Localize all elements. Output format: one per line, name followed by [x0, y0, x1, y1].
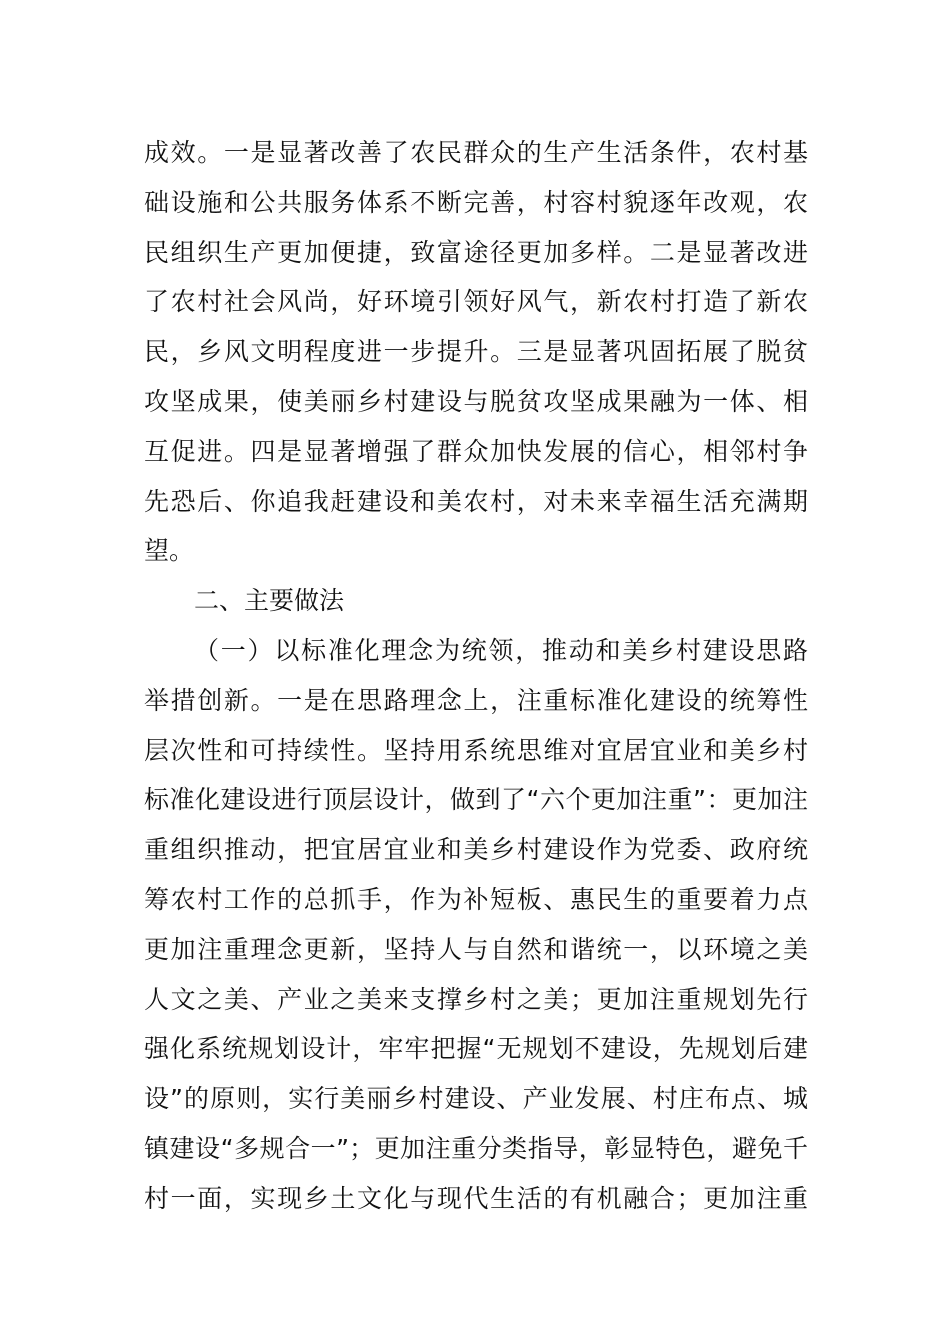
text-line: 了农村社会风尚，好环境引领好风气，新农村打造了新农	[144, 287, 808, 317]
text-line: 重组织推动，把宜居宜业和美乡村建设作为党委、政府统	[144, 835, 808, 865]
text-line: 互促进。四是显著增强了群众加快发展的信心，相邻村争	[144, 436, 808, 466]
text-line: 筹农村工作的总抓手，作为补短板、惠民生的重要着力点	[144, 884, 808, 914]
text-line: 攻坚成果，使美丽乡村建设与脱贫攻坚成果融为一体、相	[144, 386, 808, 416]
text-line: 更加注重理念更新，坚持人与自然和谐统一，以环境之美	[144, 934, 808, 964]
text-line: 层次性和可持续性。坚持用系统思维对宜居宜业和美乡村	[144, 735, 808, 765]
document-body	[144, 128, 808, 1224]
text-line: 村一面，实现乡土文化与现代生活的有机融合；更加注重	[144, 1183, 808, 1213]
text-line: 民组织生产更加便捷，致富途径更加多样。二是显著改进	[144, 237, 808, 267]
text-line: 民，乡风文明程度进一步提升。三是显著巩固拓展了脱贫	[144, 337, 808, 367]
text-line: 举措创新。一是在思路理念上，注重标准化建设的统筹性	[144, 685, 808, 715]
text-line: 成效。一是显著改善了农民群众的生产生活条件，农村基	[144, 138, 808, 167]
text-line: 础设施和公共服务体系不断完善，村容村貌逐年改观，农	[144, 187, 808, 217]
text-line: （一）以标准化理念为统领，推动和美乡村建设思路	[194, 635, 808, 665]
text-line: 望。	[144, 536, 195, 566]
text-line: 设”的原则，实行美丽乡村建设、产业发展、村庄布点、城	[144, 1084, 808, 1114]
paragraph-results	[144, 128, 808, 576]
paragraph-main-practices	[144, 626, 808, 1224]
text-line: 标准化建设进行顶层设计，做到了“六个更加注重”：更加注	[144, 785, 808, 815]
text-line: 镇建设“多规合一”；更加注重分类指导，彰显特色，避免千	[144, 1133, 808, 1163]
section-heading: 二、主要做法	[194, 586, 345, 616]
text-line: 强化系统规划设计，牢牢把握“无规划不建设，先规划后建	[144, 1034, 808, 1064]
text-line: 人文之美、产业之美来支撑乡村之美；更加注重规划先行	[144, 984, 808, 1014]
text-line: 先恐后、你追我赶建设和美农村，对未来幸福生活充满期	[144, 486, 808, 516]
